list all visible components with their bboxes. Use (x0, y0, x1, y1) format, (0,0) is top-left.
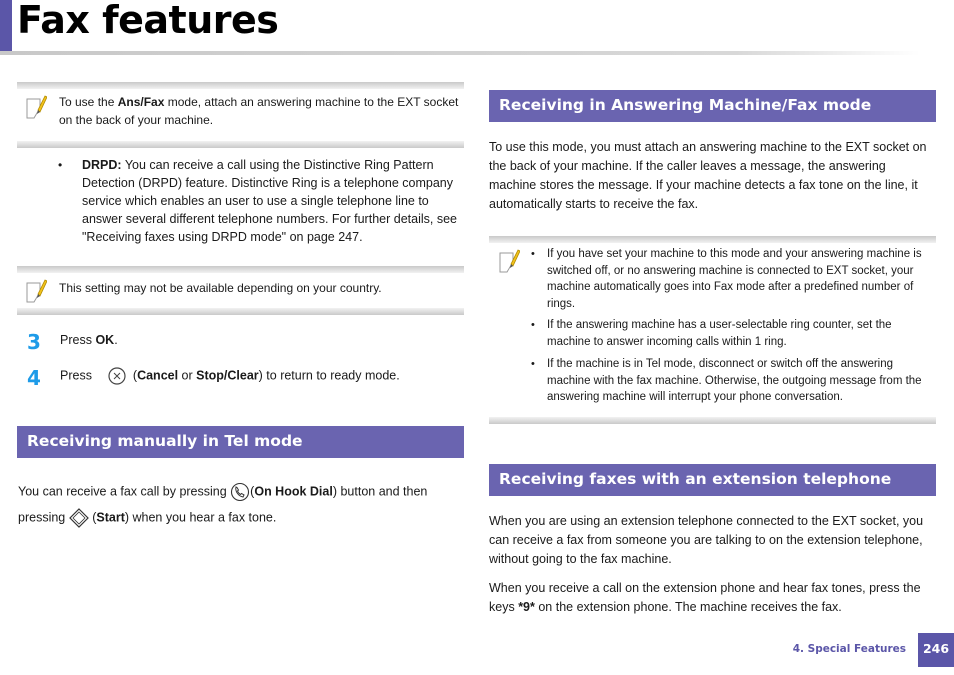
step-number-3: 3 (27, 330, 41, 354)
drpd-bullet: • DRPD: You can receive a call using the Distinctive Ring Pattern Detection (DRPD) feature. Distinctive Ring is a telephone company service which enables an user to use a single telephone line to answer several different telephone numbers. For further details, see "Receiving faxes using DRPD mode" on page 247. (58, 158, 457, 244)
note-pencil-icon (25, 94, 47, 120)
step-number-4: 4 (27, 366, 41, 390)
note-text-ans-fax: To use the Ans/Fax mode, attach an answering machine to the EXT socket on the back of your machine. (59, 95, 459, 127)
bullet-dot: • (531, 358, 535, 370)
step-text-4: Press (Cancel or Stop/Clear) to return to ready mode. (60, 366, 400, 386)
note-list-item: • If the machine is in Tel mode, disconnect or switch off the answering machine with the fax machine. Otherwise, the outgoing message from the answering machine will interrupt your phone conversation. (531, 358, 922, 404)
manual-tel-line2: pressing (Start) when you hear a fax tone. (18, 508, 464, 528)
manual-tel-line1: You can receive a fax call by pressing (On Hook Dial) button and then (18, 482, 464, 502)
note-box-country (17, 266, 464, 315)
note-text-country: This setting may not be available depending on your country. (59, 281, 382, 295)
note-list-item: • If the answering machine has a user-selectable ring counter, set the machine to answer incoming calls within 1 ring. (531, 319, 892, 348)
note-box-ans-fax (17, 82, 464, 148)
page-number: 246 (918, 633, 954, 667)
bullet-dot: • (531, 319, 535, 331)
section-heading-manual-tel: Receiving manually in Tel mode (17, 426, 464, 458)
extension-para-1: When you are using an extension telephone connected to the EXT socket, you can receive a fax from someone you are talking to on the extension telephone, without going to the fax machine. (489, 514, 924, 566)
note-pencil-icon (498, 248, 520, 274)
section-heading-extension-telephone: Receiving faxes with an extension telephone (489, 464, 936, 496)
bullet-dot: • (531, 248, 535, 260)
page-title: Fax features (17, 0, 279, 42)
answering-machine-body: To use this mode, you must attach an answering machine to the EXT socket on the back of your machine. If the caller leaves a message, the answering machine stores the message. If your machine detects a fax tone on the line, it automatically starts to receive the fax. (489, 140, 927, 211)
start-diamond-icon (69, 508, 89, 528)
note-pencil-icon (25, 278, 47, 304)
on-hook-dial-icon (230, 482, 250, 502)
step-text-3: Press OK. (60, 333, 118, 347)
cancel-button-icon (107, 366, 127, 386)
bullet-dot: • (58, 158, 63, 172)
title-divider (0, 51, 920, 55)
footer-chapter-label: 4. Special Features (792, 643, 906, 655)
note-list-item: • If you have set your machine to this mode and your answering machine is switched off, or no answering machine is connected to EXT socket, your machine automatically goes into Fax mode after a predefined number of rings. (531, 248, 922, 310)
extension-para-2: When you receive a call on the extension phone and hear fax tones, press the keys *9* on the extension phone. The machine receives the fax. (489, 581, 921, 614)
section-heading-answering-machine: Receiving in Answering Machine/Fax mode (489, 90, 936, 122)
title-accent-bar (0, 0, 12, 52)
note-box-answering (489, 236, 936, 424)
